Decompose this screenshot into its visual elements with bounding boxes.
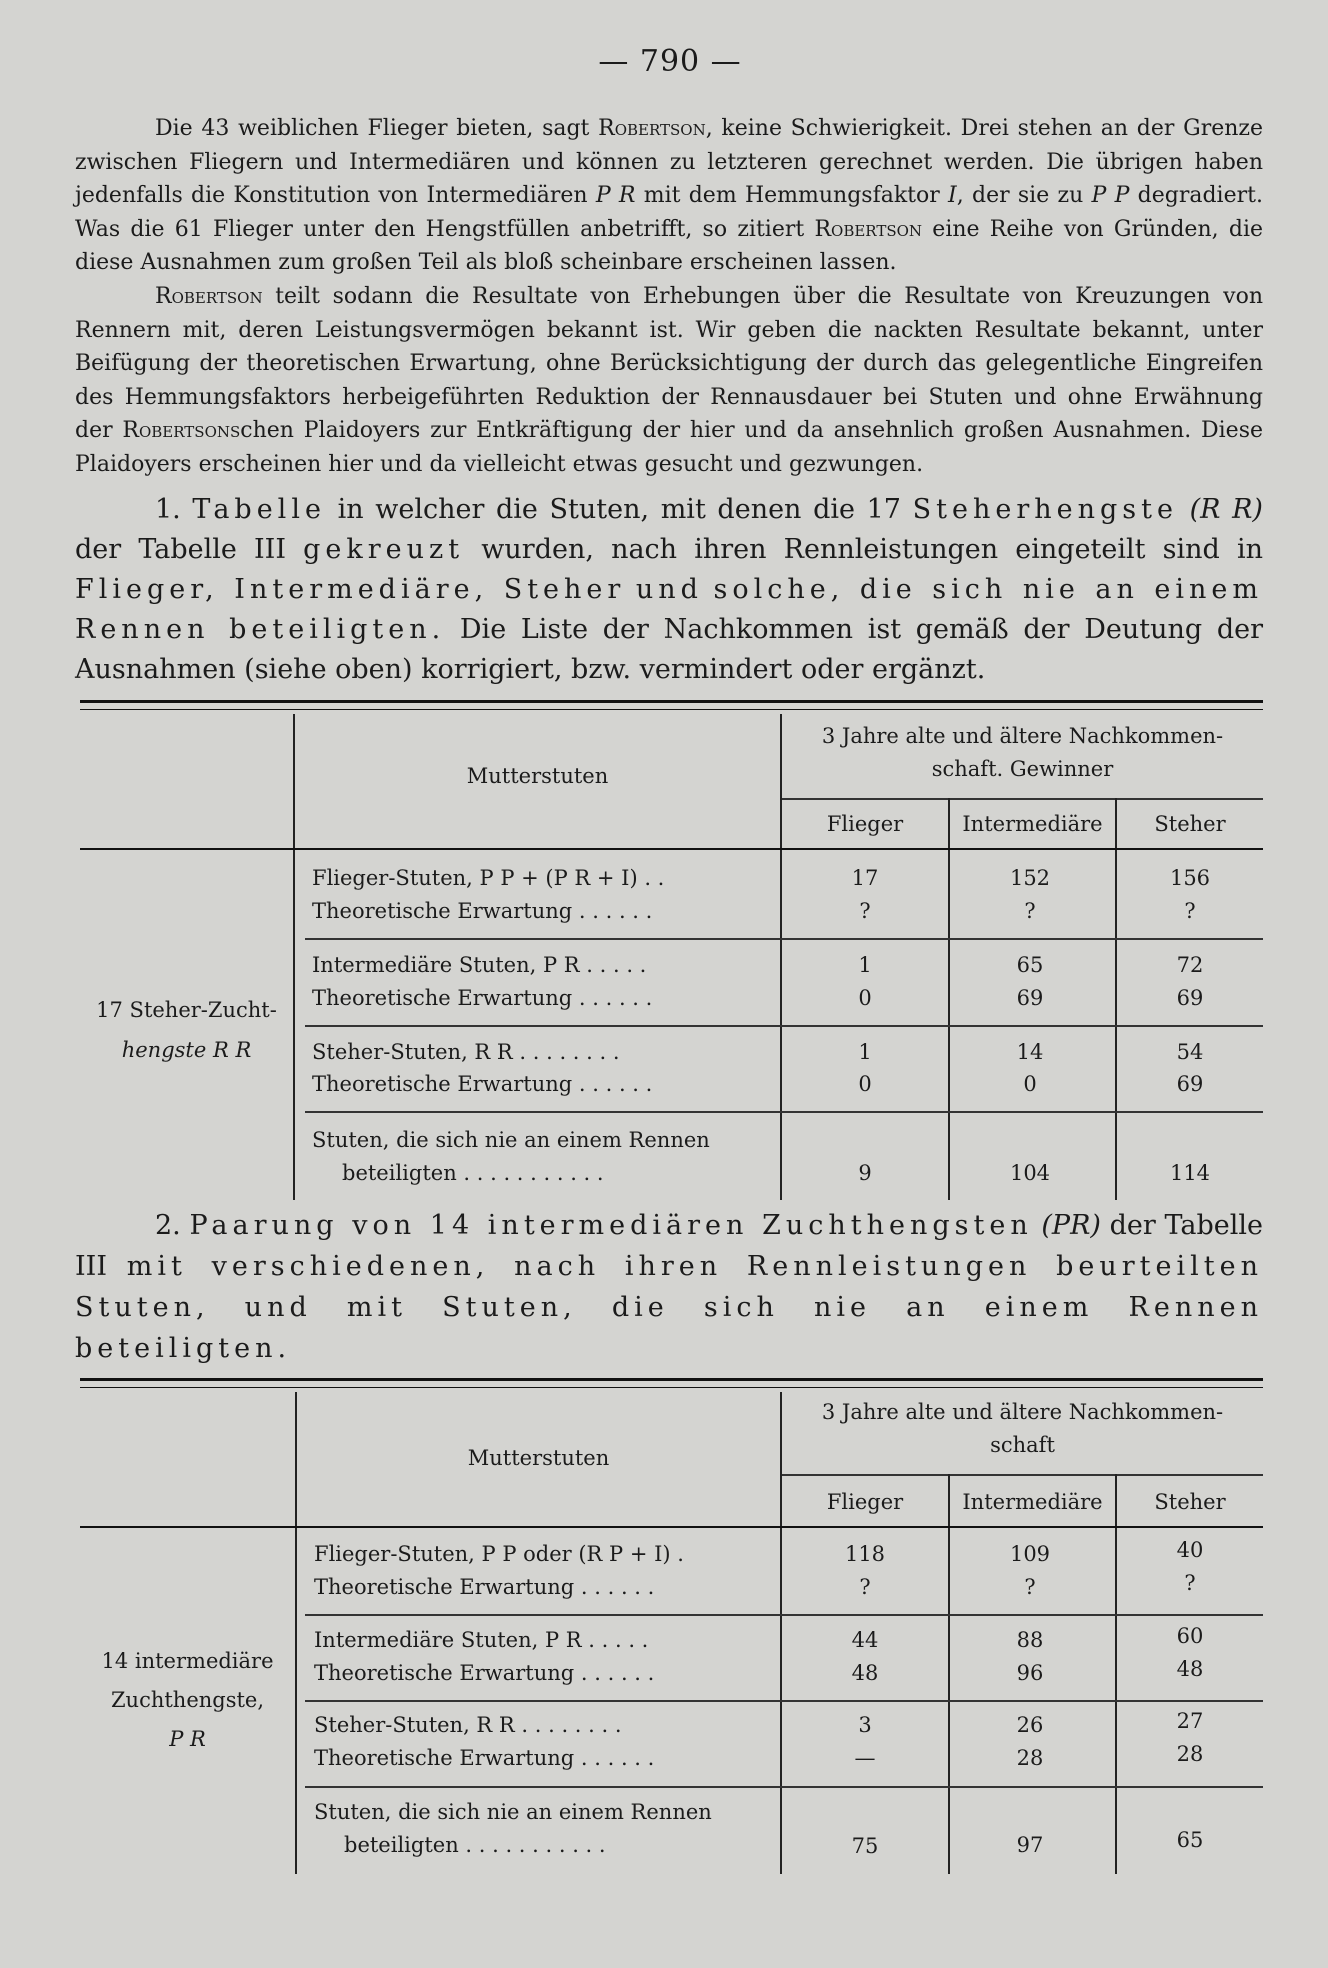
- author-name: Robertson: [814, 216, 923, 242]
- intro-paragraph-2: [75, 280, 1263, 482]
- table-cell: 72: [1176, 953, 1204, 977]
- header-line: schaft. Gewinner: [931, 757, 1114, 781]
- table-cell: 114: [1169, 1161, 1211, 1185]
- text-span: Tabelle: [192, 494, 326, 525]
- row-label: Flieger-Stuten, P P + (P R + I) . .: [312, 866, 665, 890]
- table-cell: 0: [858, 1072, 872, 1096]
- header-line: 3 Jahre alte und ältere Nachkommen-: [821, 724, 1224, 748]
- page-number: — 790 —: [598, 44, 742, 79]
- table-cell: 69: [1176, 986, 1204, 1010]
- table-cell: 27: [1176, 1709, 1204, 1733]
- table-cell: 40: [1176, 1538, 1204, 1562]
- table-cell: 118: [844, 1542, 886, 1566]
- row-stub: [80, 1642, 295, 1759]
- table-cell: 60: [1176, 1624, 1204, 1648]
- section-2-caption: [75, 1205, 1263, 1369]
- section-1-caption: [75, 490, 1263, 690]
- table-cell: 97: [1016, 1833, 1044, 1857]
- table-cell: ?: [1024, 1575, 1036, 1599]
- text-span: Steherhengste: [912, 494, 1178, 525]
- text-span: gekreuzt: [303, 534, 465, 565]
- stub-line: 17 Steher-Zucht-: [96, 998, 277, 1022]
- row-label: Theoretische Erwartung . . . . . .: [314, 1575, 655, 1599]
- header-rule: [80, 1526, 1263, 1531]
- text-span: Die 43 weiblichen Flieger bieten, sagt: [155, 116, 590, 141]
- formula: P R: [595, 183, 636, 209]
- table-cell: ?: [859, 1575, 871, 1599]
- table-cell: 28: [1176, 1742, 1204, 1766]
- table-cell: 54: [1176, 1040, 1204, 1064]
- table-cell: —: [854, 1746, 876, 1770]
- row-label: Intermediäre Stuten, P R . . . . .: [314, 1628, 649, 1652]
- table-cell: 0: [1023, 1072, 1037, 1096]
- row-label: Flieger-Stuten, P P oder (R P + I) .: [314, 1542, 684, 1566]
- table-cell: 69: [1016, 986, 1044, 1010]
- text-span: und: [635, 574, 703, 605]
- table-cell: ?: [1024, 899, 1036, 923]
- table-cell: 1: [858, 953, 872, 977]
- author-name: Robertsons: [122, 418, 241, 444]
- text-span: , der sie zu: [956, 183, 1084, 209]
- table-cell: ?: [1184, 899, 1196, 923]
- column-header-group: [782, 720, 1263, 786]
- formula: P P: [1091, 183, 1130, 209]
- table-cell: 88: [1016, 1628, 1044, 1652]
- author-name: Robertson: [598, 116, 706, 141]
- row-label: Theoretische Erwartung . . . . . .: [312, 986, 653, 1010]
- text-span: Flieger, Intermediäre, Steher: [75, 574, 626, 605]
- table-cell: 3: [858, 1713, 872, 1737]
- row-rule: [305, 1025, 1263, 1027]
- text-span: , keine Schwierigkeit. Drei stehen an der Grenze zwischen Fliegern und Intermediären und können zu letzteren gerechnet werden. Die übrigen haben jedenfalls die Konstitution von Intermediären: [75, 116, 1264, 209]
- table-1: [80, 700, 1263, 1200]
- table-cell: 65: [1016, 953, 1044, 977]
- table-top-rule: [80, 1378, 1263, 1388]
- row-rule: [305, 1111, 1263, 1113]
- row-rule: [305, 1700, 1263, 1702]
- row-label: Intermediäre Stuten, P R . . . . .: [312, 953, 647, 977]
- table-divider: [780, 1392, 782, 1874]
- table-2: [80, 1378, 1263, 1878]
- row-label: Steher-Stuten, R R . . . . . . . .: [314, 1713, 622, 1737]
- row-label: beteiligten . . . . . . . . . . .: [344, 1833, 606, 1857]
- row-label: Theoretische Erwartung . . . . . .: [312, 899, 653, 923]
- table-cell: ?: [859, 899, 871, 923]
- author-name: Robertson: [155, 283, 263, 309]
- table-divider: [1115, 798, 1117, 1200]
- row-stub: [80, 990, 293, 1070]
- text-span: Die Liste der Nachkommen ist gemäß der Deutung der Ausnahmen (siehe oben) korrigiert, bzw. vermindert oder ergänzt.: [75, 614, 1263, 685]
- table-cell: 69: [1176, 1072, 1204, 1096]
- table-divider: [948, 798, 950, 1200]
- text-span: wurden, nach ihren Rennleistungen eingeteilt sind in: [481, 534, 1263, 565]
- table-cell: 152: [1009, 866, 1051, 890]
- table-cell: 104: [1009, 1161, 1051, 1185]
- text-span: teilt sodann die Resultate von Erhebungen über die Resultate von Kreuzungen von Rennern mit, deren Leistungsvermögen bekannt ist. Wir geben die nackten Resultate bekannt, unter Beifügung der theoretischen Erwartung, ohne Berücksichtigung der durch das gelegentliche Eingreifen des Hemmungsfaktors herbeigeführten Reduktion der Rennausdauer bei Stuten und ohne Erwähnung der: [75, 283, 1263, 444]
- column-header-steher: Steher: [1154, 1490, 1226, 1514]
- table-cell: 1: [858, 1040, 872, 1064]
- formula: I: [948, 183, 957, 209]
- text-span: eine Reihe von Gründen, die diese Ausnahmen zum großen Teil als bloß scheinbare erscheinen lassen.: [75, 216, 1263, 276]
- formula: (R R): [1189, 494, 1263, 525]
- table-cell: 26: [1016, 1713, 1044, 1737]
- stub-line: P R: [169, 1727, 206, 1751]
- table-cell: 96: [1016, 1661, 1044, 1685]
- text-span: solche, die sich nie an einem Rennen beteiligten.: [75, 574, 1263, 645]
- table-divider: [1115, 1474, 1117, 1874]
- table-cell: 48: [851, 1661, 879, 1685]
- column-header-flieger: Flieger: [826, 1490, 904, 1514]
- row-rule: [305, 938, 1263, 940]
- text-span: in welcher die Stuten, mit denen die 17: [337, 494, 901, 525]
- row-label: beteiligten . . . . . . . . . . .: [342, 1161, 604, 1185]
- text-span: der Tabelle III: [75, 534, 286, 565]
- stub-line: hengste R R: [121, 1038, 252, 1062]
- table-cell: 48: [1176, 1657, 1204, 1681]
- row-rule: [305, 1786, 1263, 1788]
- row-label: Theoretische Erwartung . . . . . .: [314, 1746, 655, 1770]
- table-cell: 0: [858, 986, 872, 1010]
- intro-text: [75, 112, 1263, 482]
- column-header-mutterstuten: Mutterstuten: [466, 764, 609, 788]
- text-span: mit dem Hemmungsfaktor: [643, 183, 940, 209]
- table-cell: 75: [851, 1834, 879, 1858]
- table-top-rule: [80, 700, 1263, 710]
- table-cell: 28: [1016, 1746, 1044, 1770]
- header-line: 3 Jahre alte und ältere Nachkommen-: [821, 1400, 1224, 1424]
- text-span: Paarung von 14 intermediären Zuchthengsten: [189, 1210, 1033, 1241]
- header-rule: [80, 848, 1263, 853]
- text-span: mit verschiedenen, nach ihren Rennleistungen beurteilten Stuten, und mit Stuten, die sich nie an einem Rennen beteiligten.: [75, 1251, 1263, 1364]
- column-header-group: [782, 1396, 1263, 1462]
- table-cell: 156: [1169, 866, 1211, 890]
- table-cell: 14: [1016, 1040, 1044, 1064]
- column-header-mutterstuten: Mutterstuten: [467, 1446, 610, 1470]
- table-divider: [780, 714, 782, 1200]
- intro-paragraph-1: [75, 112, 1263, 280]
- table-cell: 17: [851, 866, 879, 890]
- stub-line: Zuchthengste,: [110, 1688, 265, 1712]
- row-label: Theoretische Erwartung . . . . . .: [312, 1072, 653, 1096]
- table-cell: 65: [1176, 1828, 1204, 1852]
- row-label: Theoretische Erwartung . . . . . .: [314, 1661, 655, 1685]
- table-rule: [782, 1474, 1263, 1476]
- table-divider: [948, 1474, 950, 1874]
- section-number: 2.: [155, 1210, 181, 1241]
- formula: (PR): [1041, 1210, 1101, 1241]
- table-cell: ?: [1184, 1571, 1196, 1595]
- column-header-intermediaere: Intermediäre: [962, 812, 1103, 836]
- row-label: Steher-Stuten, R R . . . . . . . .: [312, 1040, 620, 1064]
- table-cell: 9: [858, 1161, 872, 1185]
- row-label: Stuten, die sich nie an einem Rennen: [312, 1128, 710, 1152]
- stub-line: 14 intermediäre: [101, 1649, 274, 1673]
- table-cell: 44: [851, 1628, 879, 1652]
- header-line: schaft: [990, 1433, 1055, 1457]
- row-label: Stuten, die sich nie an einem Rennen: [314, 1800, 712, 1824]
- table-rule: [782, 798, 1263, 800]
- column-header-intermediaere: Intermediäre: [962, 1490, 1103, 1514]
- text-span: chen Plaidoyers zur Entkräftigung der hier und da ansehnlich großen Ausnahmen. Diese Plaidoyers erscheinen hier und da vielleicht etwas gesucht und gezwungen.: [75, 418, 1264, 477]
- column-header-flieger: Flieger: [826, 812, 904, 836]
- text-span: der Tabelle III: [75, 1210, 1263, 1282]
- row-rule: [305, 1614, 1263, 1616]
- column-header-steher: Steher: [1154, 812, 1226, 836]
- section-number: 1.: [155, 494, 181, 525]
- table-cell: 109: [1009, 1542, 1051, 1566]
- text-span: degradiert. Was die 61 Flieger unter den Hengstfüllen anbetrifft, so zitiert: [75, 183, 1263, 242]
